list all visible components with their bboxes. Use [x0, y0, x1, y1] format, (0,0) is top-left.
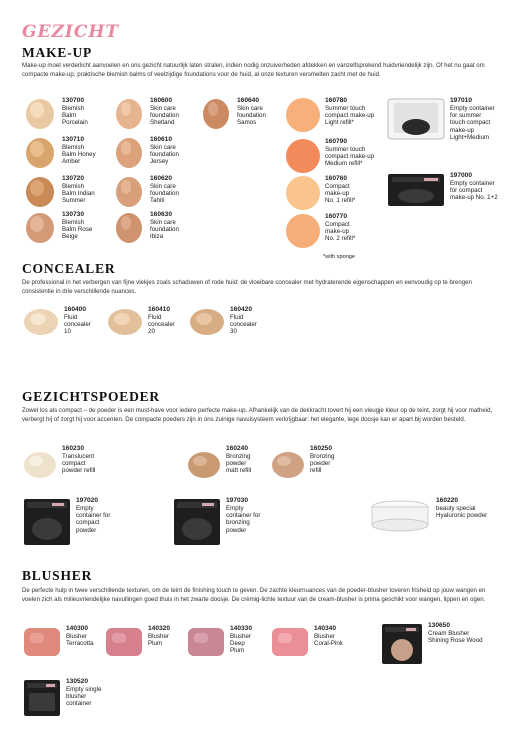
black-compact-icon [22, 678, 62, 718]
product-desc: Skin care foundation Samos [237, 104, 266, 127]
product-130720 [22, 175, 95, 208]
black-compact-icon [172, 497, 222, 547]
product-code: 197030 [226, 497, 249, 504]
foundation-smear-icon [199, 97, 233, 130]
product-desc: Skin care foundation Tahiti [150, 182, 179, 205]
product-140330 [186, 625, 252, 659]
product-code: 160600 [150, 97, 173, 104]
product-desc: Translucent compact powder refill [62, 452, 96, 475]
white-compact-icon [386, 97, 446, 141]
product-code: 160790 [325, 138, 348, 145]
product-desc: Bronzing powder matt refill [226, 452, 252, 475]
product-desc: Fluid concealer 20 [148, 313, 175, 336]
product-desc: Summer touch compact make-up Medium refill* [325, 145, 375, 168]
product-130730 [22, 211, 92, 244]
product-160600 [112, 97, 179, 130]
product-160620 [112, 175, 179, 208]
powder-disc-icon [285, 97, 321, 133]
blush-powder-icon [186, 625, 226, 659]
product-197030 [172, 497, 260, 547]
product-130650 [380, 622, 483, 666]
product-desc: Empty container for bronzing powder [226, 504, 261, 534]
loose-powder-icon [186, 445, 222, 479]
product-desc: Blusher Plum [148, 632, 169, 648]
product-160780 [285, 97, 374, 133]
product-197020 [22, 497, 110, 547]
product-desc: Bronzing powder refill [310, 452, 335, 475]
cream-smear-icon [22, 136, 58, 169]
product-desc: Compact make-up No. 2 refill* [325, 220, 356, 243]
product-desc: beauty special Hyaluronic powder [436, 504, 488, 520]
product-desc: Skin care foundation Jersey [150, 143, 179, 166]
liquid-drop-icon [188, 306, 226, 338]
product-desc: Blusher Terracotta [66, 632, 94, 648]
product-code: 197000 [450, 172, 473, 179]
product-code: 160610 [150, 136, 173, 143]
product-code: 160620 [150, 175, 173, 182]
product-desc: Blusher Coral-Pink [314, 632, 343, 648]
foundation-smear-icon [112, 211, 146, 244]
product-desc: Blemish Balm Rose Beige [62, 218, 93, 241]
powder-disc-icon [285, 175, 321, 211]
product-desc: Fluid concealer 30 [230, 313, 257, 336]
cream-blush-compact-icon [380, 622, 424, 666]
product-code: 160420 [230, 306, 253, 313]
product-code: 160630 [150, 211, 173, 218]
product-160410 [106, 306, 175, 338]
powder-intro: Zowel los als compact – de poeder is een must-have voor iedere perfecte make-up. Afhankelijk van de dekkracht tovert hij een vleugje kleur op de teint, zorgt hij voor matheid, verbergt hij of zorgt hij voor accenten. De compacte poeders zijn in ons zuinige navulsysteem verkrijgbaar: het elegante, lege doosje kan er apart bij worden besteld. [22, 407, 493, 423]
product-160240 [186, 445, 251, 479]
product-desc: Skin care foundation Ibiza [150, 218, 179, 241]
product-desc: Empty single blusher container [66, 685, 102, 708]
concealer-heading: CONCEALER [22, 261, 116, 276]
powder-heading: GEZICHTSPOEDER [22, 389, 160, 404]
product-code: 140330 [230, 625, 253, 632]
powder-disc-icon [285, 138, 321, 174]
refill-note: *with sponge [323, 254, 356, 260]
product-160230 [22, 445, 95, 479]
product-code: 197010 [450, 97, 473, 104]
liquid-drop-icon [106, 306, 144, 338]
product-197000 [386, 172, 498, 208]
product-code: 130520 [66, 678, 89, 685]
product-160630 [112, 211, 179, 244]
loose-powder-icon [22, 445, 58, 479]
product-130520 [22, 678, 101, 718]
product-160610 [112, 136, 179, 169]
product-160420 [188, 306, 257, 338]
cream-smear-icon [22, 175, 58, 208]
product-130710 [22, 136, 96, 169]
foundation-smear-icon [112, 136, 146, 169]
product-code: 197020 [76, 497, 99, 504]
foundation-smear-icon [112, 175, 146, 208]
product-code: 140320 [148, 625, 171, 632]
product-197010 [386, 97, 495, 141]
blush-powder-icon [270, 625, 310, 659]
concealer-intro: De professional in het verbergen van fijne vlekjes zoals schaduwen of rode huid: de vloeibare concealer met hydraterende eigenschappen en eenvoudig op te brengen consistentie in drie verschillende nuances. [22, 279, 472, 295]
product-code: 130720 [62, 175, 85, 182]
product-130700 [22, 97, 88, 130]
product-desc: Skin care foundation Shetland [150, 104, 179, 127]
blush-powder-icon [104, 625, 144, 659]
product-160400 [22, 306, 91, 338]
product-code: 160240 [226, 445, 249, 452]
cream-smear-icon [22, 97, 58, 130]
product-code: 160400 [64, 306, 87, 313]
cream-smear-icon [22, 211, 58, 244]
product-desc: Blemish Balm Honey Amber [62, 143, 96, 166]
product-code: 140340 [314, 625, 337, 632]
product-code: 160220 [436, 497, 459, 504]
product-140320 [104, 625, 170, 659]
product-desc: Empty container for compact powder [76, 504, 111, 534]
makeup-intro: Make-up moet verderlicht aanvoelen en ons gezicht natuurlijk laten stralen, indien nodig onzuiverheden afdekken en vanzelfsprekend huidvriendelijk zijn. Of het nu gaat om compacte make-up, praktische blemish balms of veelzijdige foundations voor de huid, al onze texturen versmelten zacht met de huid. [22, 62, 485, 78]
product-160250 [270, 445, 334, 479]
blusher-heading: BLUSHER [22, 568, 93, 583]
product-code: 160230 [62, 445, 85, 452]
product-code: 130650 [428, 622, 451, 629]
powder-jar-icon [368, 497, 432, 533]
product-code: 140300 [66, 625, 89, 632]
product-160220 [368, 497, 487, 533]
product-desc: Cream Blusher Shining Rose Wood [428, 629, 483, 645]
product-160770 [285, 213, 355, 249]
product-140300 [22, 625, 94, 659]
product-code: 160640 [237, 97, 260, 104]
makeup-heading: MAKE-UP [22, 45, 93, 60]
liquid-drop-icon [22, 306, 60, 338]
product-140340 [270, 625, 343, 659]
product-code: 160780 [325, 97, 348, 104]
product-code: 130730 [62, 211, 85, 218]
product-code: 130710 [62, 136, 85, 143]
product-code: 160410 [148, 306, 171, 313]
page-title: GEZICHT [22, 22, 120, 42]
black-compact-icon [386, 172, 446, 208]
product-desc: Blemish Balm Porcelain [62, 104, 88, 127]
blush-powder-icon [22, 625, 62, 659]
foundation-smear-icon [112, 97, 146, 130]
product-code: 160250 [310, 445, 333, 452]
product-desc: Compact make-up No. 1 refill* [325, 182, 356, 205]
product-desc: Blusher Deep Plum [230, 632, 251, 655]
blusher-intro: De perfecte hulp in twee verschillende texturen, om de teint de finishing touch te geven. De zachte kleurnuances van de poeder-blusher toveren frisheid op jouw wangen en voelen zich als milieuvriendelijke navullingen goed thuis in het zwarte doosje. De crèmig-lichte textuur van de cream-blusher is prima geschikt voor wangen, lippen en ogen. [22, 587, 486, 603]
product-desc: Summer touch compact make-up Light refill* [325, 104, 375, 127]
loose-powder-icon [270, 445, 306, 479]
black-compact-icon [22, 497, 72, 547]
product-desc: Empty container for compact make-up No. 1+2 [450, 179, 498, 202]
product-160790 [285, 138, 374, 174]
product-160760 [285, 175, 355, 211]
product-160640 [199, 97, 266, 130]
product-desc: Empty container for summer touch compact make-up Light+Medium [450, 104, 495, 141]
powder-disc-icon [285, 213, 321, 249]
product-desc: Fluid concealer 10 [64, 313, 91, 336]
product-code: 130700 [62, 97, 85, 104]
product-code: 160770 [325, 213, 348, 220]
product-desc: Blemish Balm Indian Summer [62, 182, 95, 205]
product-code: 160760 [325, 175, 348, 182]
